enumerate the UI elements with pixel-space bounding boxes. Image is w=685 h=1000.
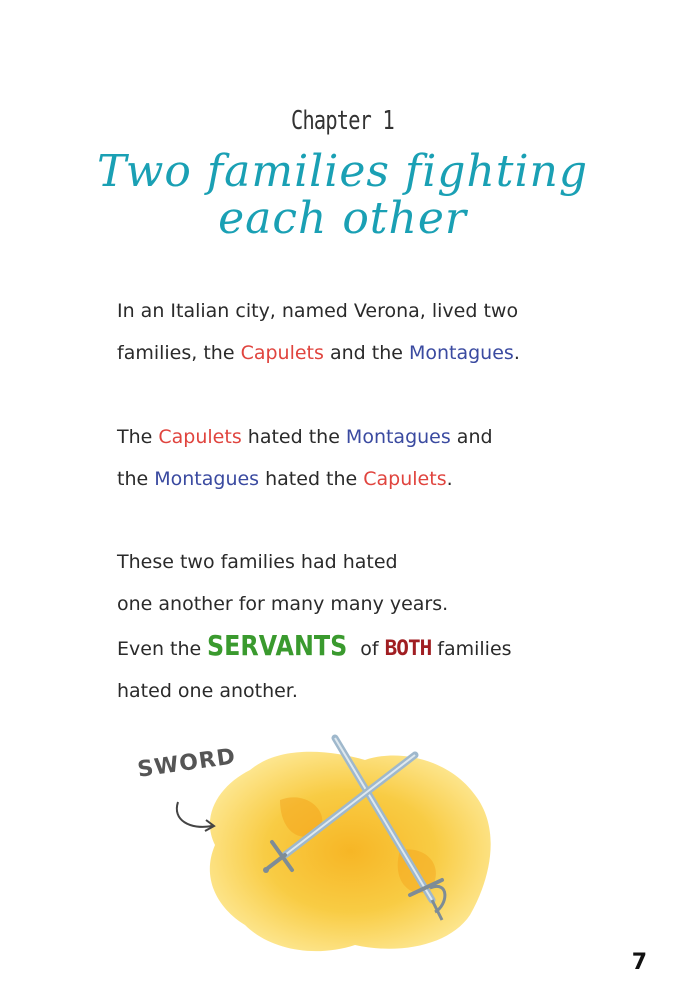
text: families, the: [117, 342, 241, 364]
text: hated the: [241, 426, 346, 448]
text: and the: [323, 342, 409, 364]
text: .: [446, 468, 453, 490]
paragraph-3-line-1: These two families had hated: [117, 551, 398, 573]
text: and: [450, 426, 493, 448]
paragraph-2-line-2: [117, 458, 637, 500]
servants-word: SERVANTS: [207, 629, 348, 662]
text: the: [117, 468, 155, 490]
chapter-label: Chapter 1: [291, 106, 394, 136]
capulets-word: Capulets: [363, 468, 447, 490]
montagues-word: Montagues: [408, 342, 514, 364]
text: families: [431, 638, 512, 660]
capulets-word: Capulets: [158, 426, 242, 448]
montagues-word: Montagues: [345, 426, 451, 448]
paragraph-1-line-2: [117, 332, 637, 374]
sword-label: SWORD: [136, 744, 238, 783]
paragraph-2-line-1: [117, 416, 637, 458]
paragraph-2: [117, 416, 637, 500]
chapter-title-line2: each other: [218, 193, 467, 244]
paragraph-3-line-4: hated one another.: [117, 680, 298, 702]
chapter-title: [0, 148, 685, 242]
arrow-icon: [177, 802, 212, 827]
paragraph-3: [117, 541, 637, 712]
text: The: [117, 426, 159, 448]
text: hated the: [259, 468, 364, 490]
text: .: [513, 342, 520, 364]
yellow-splash: [210, 752, 491, 951]
text: of: [354, 638, 385, 660]
paragraph-1: [117, 290, 637, 374]
text: Even the: [117, 638, 208, 660]
chapter-title-line1: Two families fighting: [96, 146, 589, 197]
paragraph-1-line-1: In an Italian city, named Verona, lived two: [117, 300, 519, 322]
both-word: BOTH: [384, 636, 432, 660]
capulets-word: Capulets: [240, 342, 324, 364]
paragraph-3-line-2: one another for many many years.: [117, 593, 449, 615]
montagues-word: Montagues: [154, 468, 260, 490]
paragraph-3-line-3: [117, 625, 637, 670]
page-number: 7: [631, 950, 647, 975]
